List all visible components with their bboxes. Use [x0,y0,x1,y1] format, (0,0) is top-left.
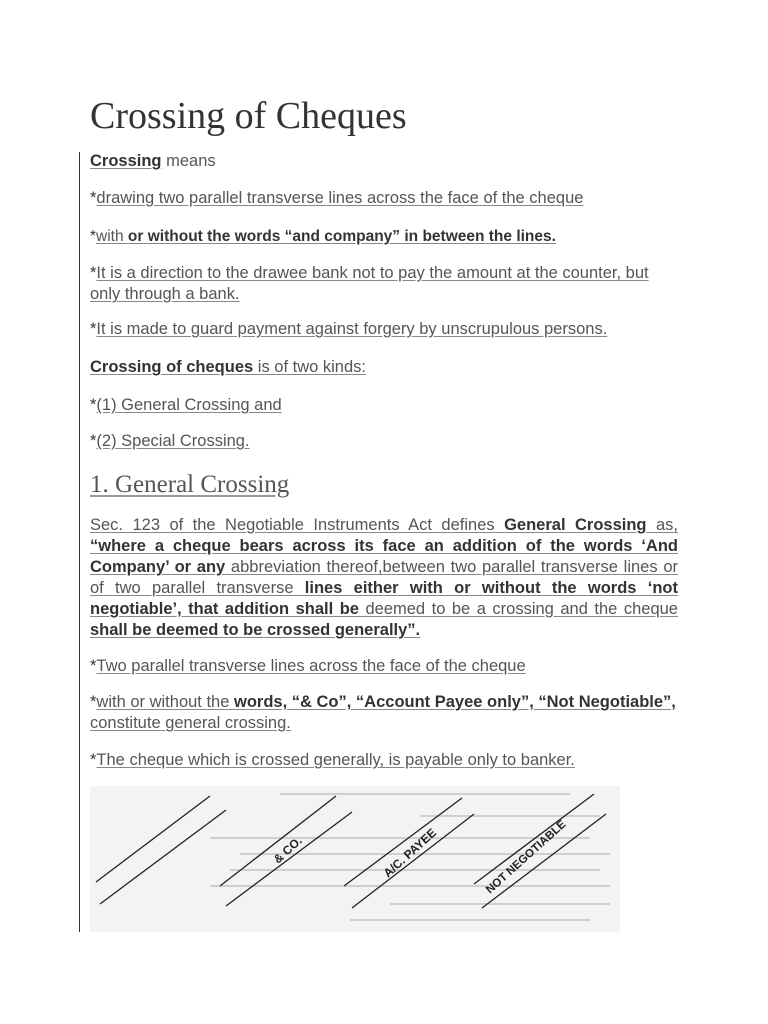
bullet-and-company: *with or without the words “and company” in between the lines. [90,228,556,245]
crossing-and-co [220,796,352,906]
section-123-definition: Sec. 123 of the Negotiable Instruments Act defines General Crossing as, “where a cheque bears across its face an addition of the words ‘And Company’ or any abbreviation thereof,between two parallel transverse lines or of two parallel transverse lines either with or without the words ‘not negotiable’, that addition shall be deemed to be a crossing and the cheque shall be deemed to be crossed generally”. [90,516,678,639]
crossing-not-negotiable [474,794,606,908]
label-ac-payee: A/C. PAYEE [380,825,440,881]
page-title: Crossing of Cheques [90,95,407,137]
bullet-parallel-lines: *drawing two parallel transverse lines across the face of the cheque [90,189,584,207]
kinds-intro: Crossing of cheques is of two kinds: [90,358,366,376]
bullet-direction: *It is a direction to the drawee bank not to pay the amount at the counter, but only through a bank. [90,264,649,303]
margin-rule [79,152,80,932]
crossing-term: Crossing [90,152,162,170]
bullet-payable-banker: *The cheque which is crossed generally, is payable only to banker. [90,751,575,769]
crossing-plain [96,796,226,904]
bullet-forgery: *It is made to guard payment against forgery by unscrupulous persons. [90,320,608,338]
label-and-co: & CO. [270,833,305,867]
crossing-definition: Crossing means [90,152,216,170]
label-not-negotiable: NOT NEGOTIABLE [483,818,569,897]
bullet-words: *with or without the words, “& Co”, “Account Payee only”, “Not Negotiable”, constitute general crossing. [90,693,676,732]
kind-special: *(2) Special Crossing. [90,432,250,450]
bullet-two-lines: *Two parallel transverse lines across the face of the cheque [90,657,526,675]
section-heading-general-crossing: 1. General Crossing [90,471,290,498]
crossing-examples-figure [90,786,620,932]
kind-general: *(1) General Crossing and [90,396,282,414]
